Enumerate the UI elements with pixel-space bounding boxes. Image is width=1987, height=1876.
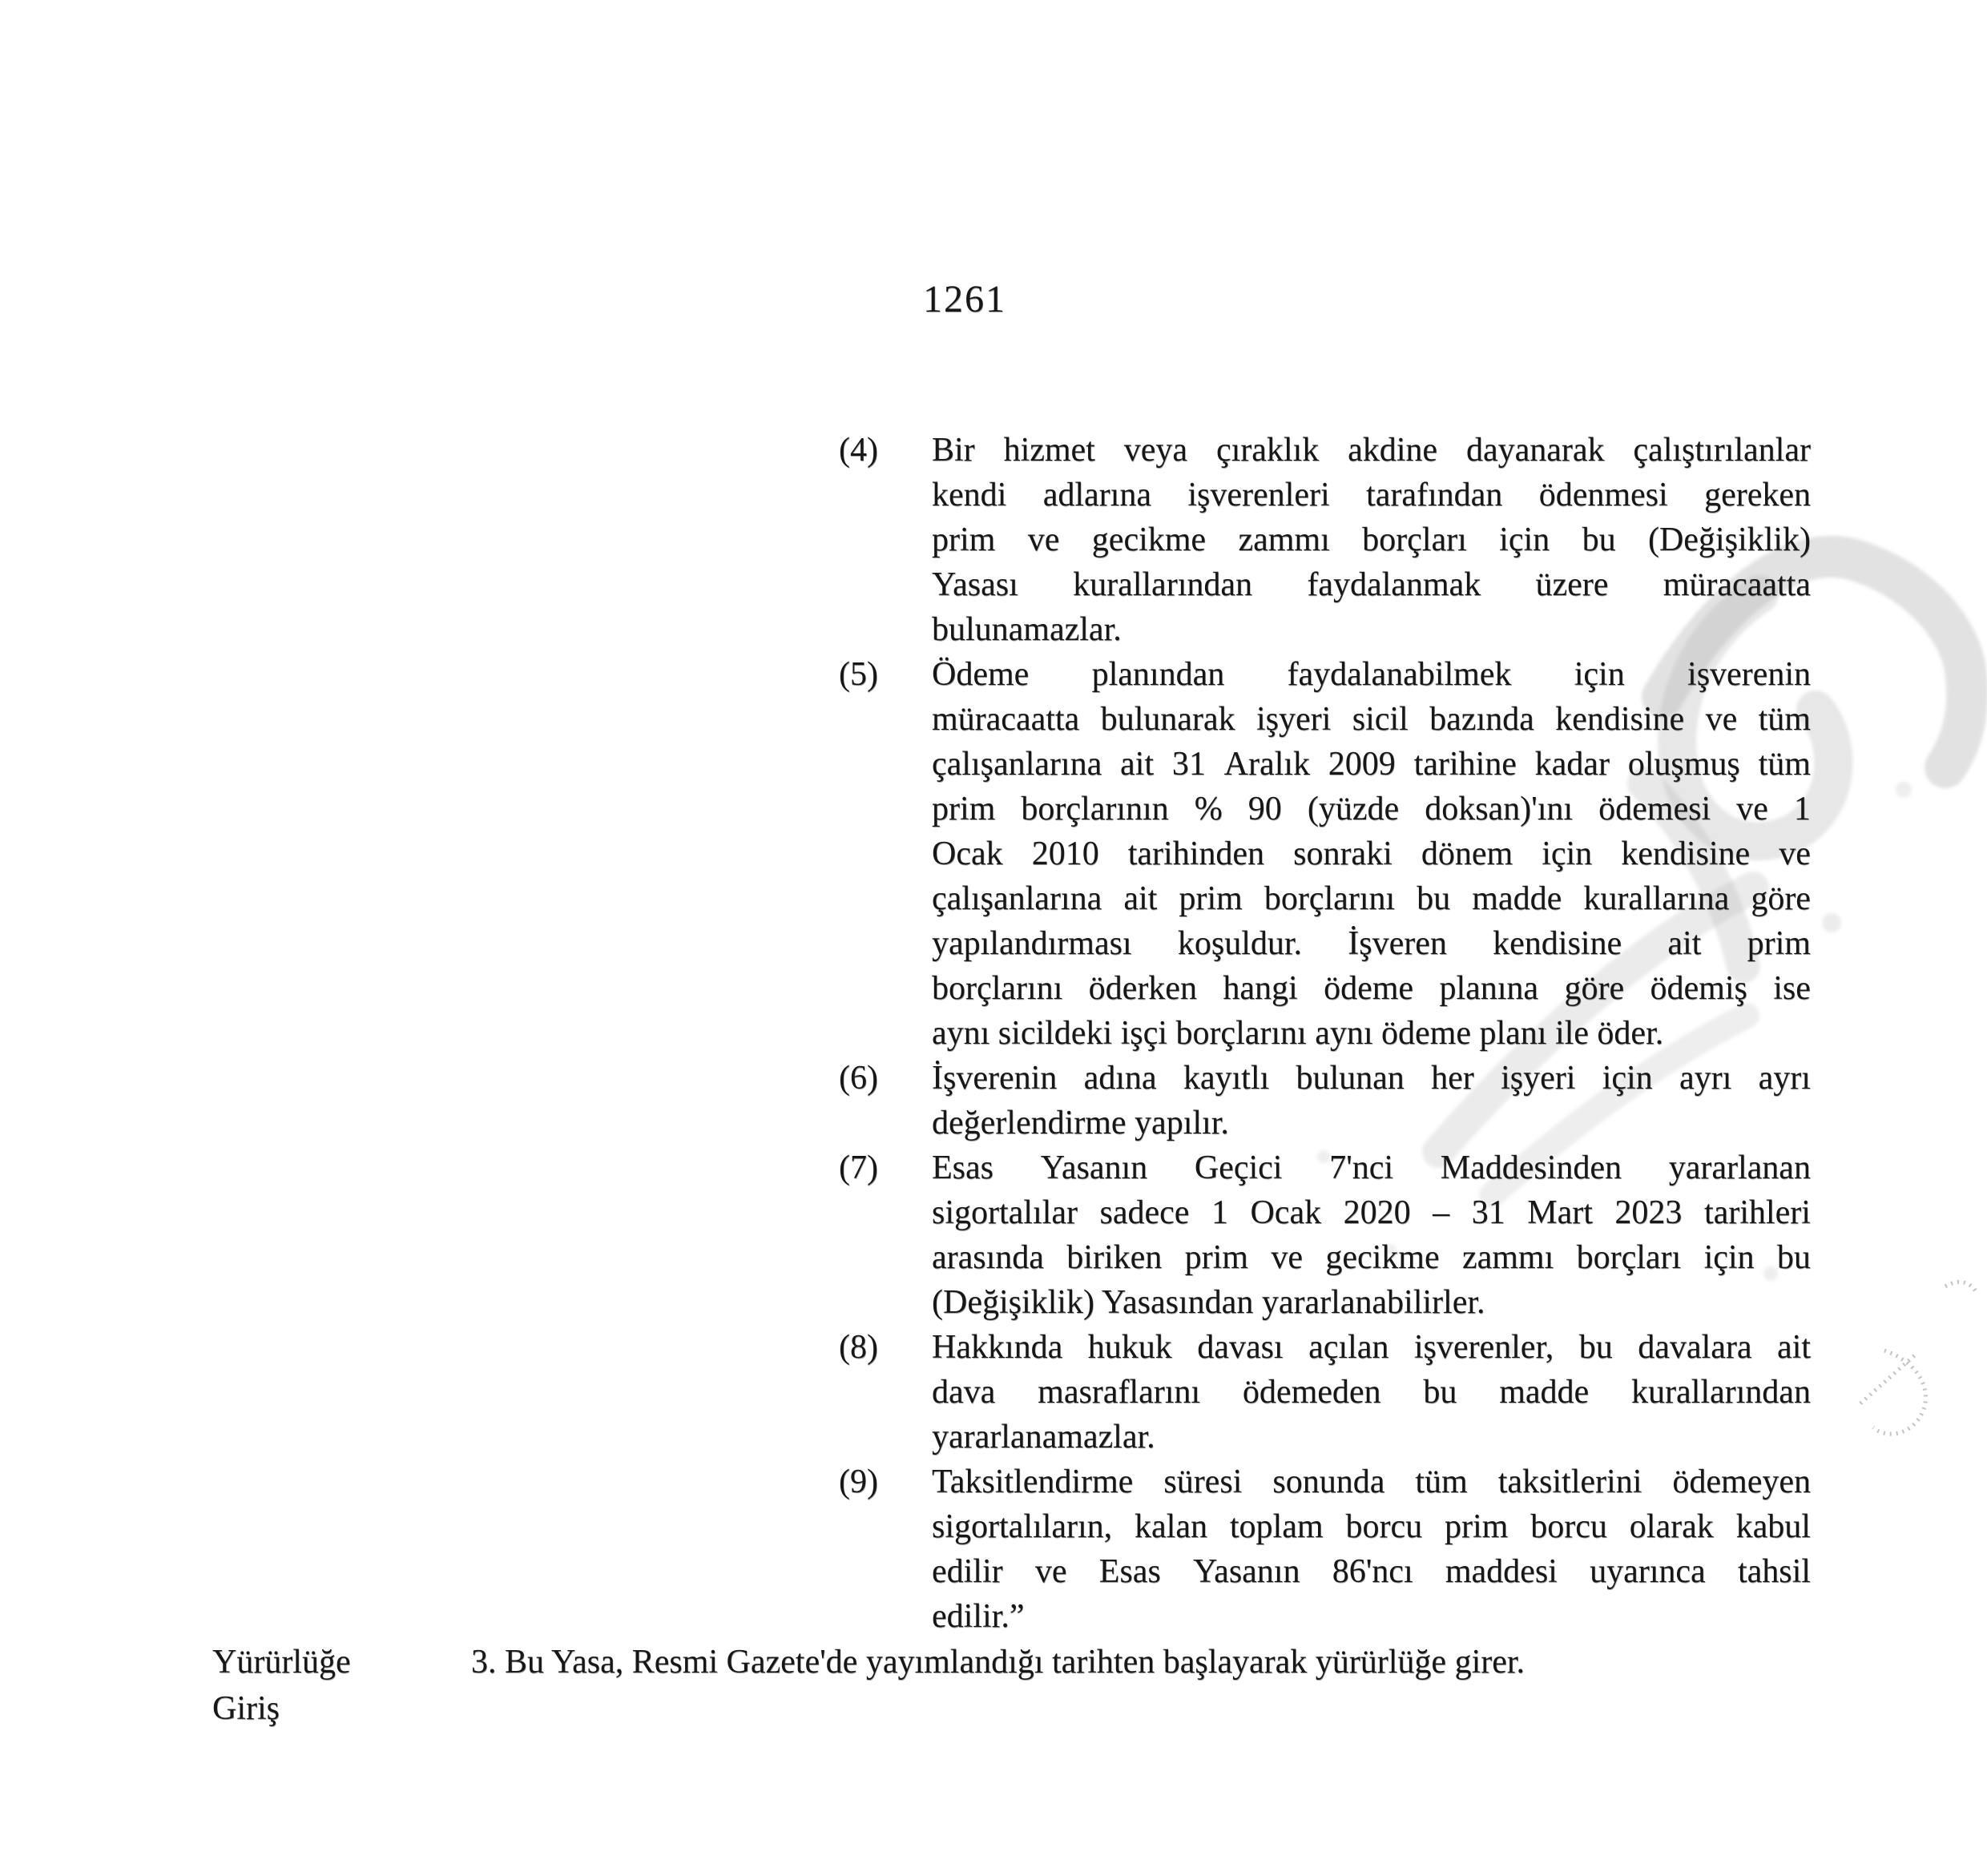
clause-list <box>839 428 1811 1639</box>
clause-marker: (7) <box>839 1149 878 1186</box>
clause-marker: (5) <box>839 656 878 693</box>
clause-text <box>932 652 1811 1056</box>
effective-date-clause: 3. Bu Yasa, Resmi Gazete'de yayımlandığı tarihten başlayarak yürürlüğe girer. <box>471 1644 1526 1681</box>
margin-note-line: Giriş <box>212 1690 280 1727</box>
clause-item <box>839 652 1811 1056</box>
margin-note-line: Yürürlüğe <box>212 1644 351 1681</box>
text-line: bulunamazlar. <box>932 611 1122 648</box>
text-line: sigortalıların, kalan toplam borcu prim borcu olarak kabul <box>932 1508 1811 1545</box>
clause-item <box>839 1056 1811 1145</box>
margin-note <box>212 1639 351 1732</box>
text-line: edilir ve Esas Yasanın 86'ncı maddesi uyarınca tahsil <box>932 1553 1811 1590</box>
text-line: çalışanlarına ait 31 Aralık 2009 tarihine kadar oluşmuş tüm <box>932 746 1811 783</box>
text-line: edilir.” <box>932 1598 1025 1635</box>
text-line: Ödeme planından faydalanabilmek için işverenin <box>932 656 1811 693</box>
text-line: (Değişiklik) Yasasından yararlanabilirler. <box>932 1284 1485 1321</box>
clause-marker: (9) <box>839 1463 878 1500</box>
text-line: değerlendirme yapılır. <box>932 1105 1229 1141</box>
text-line: Taksitlendirme süresi sonunda tüm taksitlerini ödemeyen <box>932 1463 1811 1500</box>
text-line: Ocak 2010 tarihinden sonraki dönem için kendisine ve <box>932 835 1811 872</box>
text-line: arasında biriken prim ve gecikme zammı borçları için bu <box>932 1239 1811 1276</box>
clause-item <box>839 1145 1811 1325</box>
clause-text <box>932 1325 1811 1459</box>
text-line: dava masraflarını ödemeden bu madde kurallarından <box>932 1374 1811 1411</box>
clause-text <box>932 1056 1811 1145</box>
text-line: kendi adlarına işverenleri tarafından ödenmesi gereken <box>932 477 1811 513</box>
clause-text <box>932 428 1811 652</box>
text-line: çalışanlarına ait prim borçlarını bu madde kurallarına göre <box>932 880 1811 917</box>
text-line: yapılandırması koşuldur. İşveren kendisine ait prim <box>932 925 1811 962</box>
text-line: prim borçlarının % 90 (yüzde doksan)'ını ödemesi ve 1 <box>932 791 1811 827</box>
clause-marker: (4) <box>839 432 878 469</box>
text-line: Yasası kurallarından faydalanmak üzere müracaatta <box>932 566 1811 603</box>
clause-item <box>839 428 1811 652</box>
clause-marker: (6) <box>839 1060 878 1097</box>
text-line: prim ve gecikme zammı borçları için bu (Değişiklik) <box>932 521 1811 558</box>
page-number: 1261 <box>923 278 1006 320</box>
clause-item <box>839 1459 1811 1639</box>
text-line: yararlanamazlar. <box>932 1419 1155 1455</box>
clause-text <box>932 1459 1811 1639</box>
text-line: Bir hizmet veya çıraklık akdine dayanarak çalıştırılanlar <box>932 432 1811 469</box>
text-line: aynı sicildeki işçi borçlarını aynı ödeme planı ile öder. <box>932 1015 1664 1052</box>
text-line: İşverenin adına kayıtlı bulunan her işyeri için ayrı ayrı <box>932 1060 1811 1097</box>
clause-item <box>839 1325 1811 1459</box>
text-line: borçlarını öderken hangi ödeme planına göre ödemiş ise <box>932 970 1811 1007</box>
clause-text <box>932 1145 1811 1325</box>
text-line: müracaatta bulunarak işyeri sicil bazında kendisine ve tüm <box>932 701 1811 738</box>
clause-marker: (8) <box>839 1329 878 1366</box>
text-line: Esas Yasanın Geçici 7'nci Maddesinden yararlanan <box>932 1149 1811 1186</box>
text-line: sigortalılar sadece 1 Ocak 2020 – 31 Mart 2023 tarihleri <box>932 1194 1811 1231</box>
text-line: Hakkında hukuk davası açılan işverenler, bu davalara ait <box>932 1329 1811 1366</box>
